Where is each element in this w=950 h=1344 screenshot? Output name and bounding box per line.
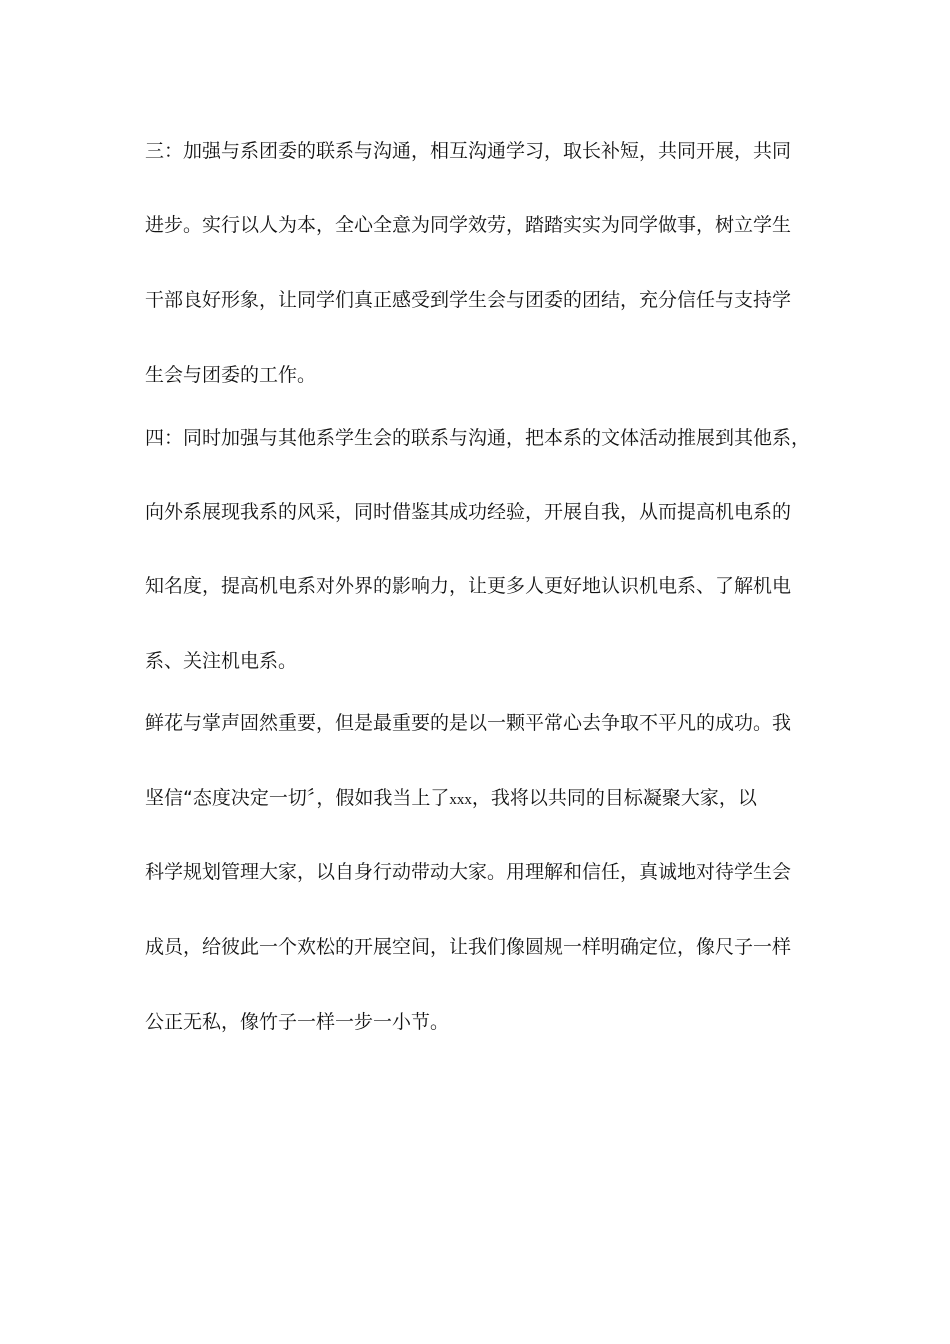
- paragraph-3-line-1: 三：加强与系团委的联系与沟通，相互沟通学习，取长补短，共同开展，共同: [145, 140, 792, 162]
- paragraph-4-line-4: 系、关注机电系。: [145, 650, 298, 672]
- paragraph-5-line-3: 科学规划管理大家，以自身行动带动大家。用理解和信任，真诚地对待学生会: [145, 861, 792, 883]
- paragraph-5-line-2: [145, 786, 845, 812]
- name-placeholder: xxx: [449, 792, 472, 808]
- paragraph-4-line-3: 知名度，提高机电系对外界的影响力，让更多人更好地认识机电系、了解机电: [145, 575, 792, 597]
- paragraph-3-line-2: 进步。实行以人为本，全心全意为同学效劳，踏踏实实为同学做事，树立学生: [145, 214, 792, 236]
- paragraph-3-line-3: 干部良好形象，让同学们真正感受到学生会与团委的团结，充分信任与支持学: [145, 289, 792, 311]
- paragraph-5-line-4: 成员，给彼此一个欢松的开展空间，让我们像圆规一样明确定位，像尺子一样: [145, 936, 792, 958]
- paragraph-4-line-1: 四：同时加强与其他系学生会的联系与沟通，把本系的文体活动推展到其他系，: [145, 427, 811, 449]
- paragraph-4-line-2: 向外系展现我系的风采，同时借鉴其成功经验，开展自我，从而提高机电系的: [145, 501, 792, 523]
- line-text-before: 坚信“态度决定一切〞，假如我当上了: [145, 787, 450, 809]
- paragraph-5-line-1: 鲜花与掌声固然重要，但是最重要的是以一颗平常心去争取不平凡的成功。我: [145, 712, 792, 734]
- paragraph-5-line-5: 公正无私，像竹子一样一步一小节。: [145, 1011, 450, 1033]
- line-text-after: ，我将以共同的目标凝聚大家，以: [471, 787, 757, 809]
- paragraph-3-line-4: 生会与团委的工作。: [145, 364, 317, 386]
